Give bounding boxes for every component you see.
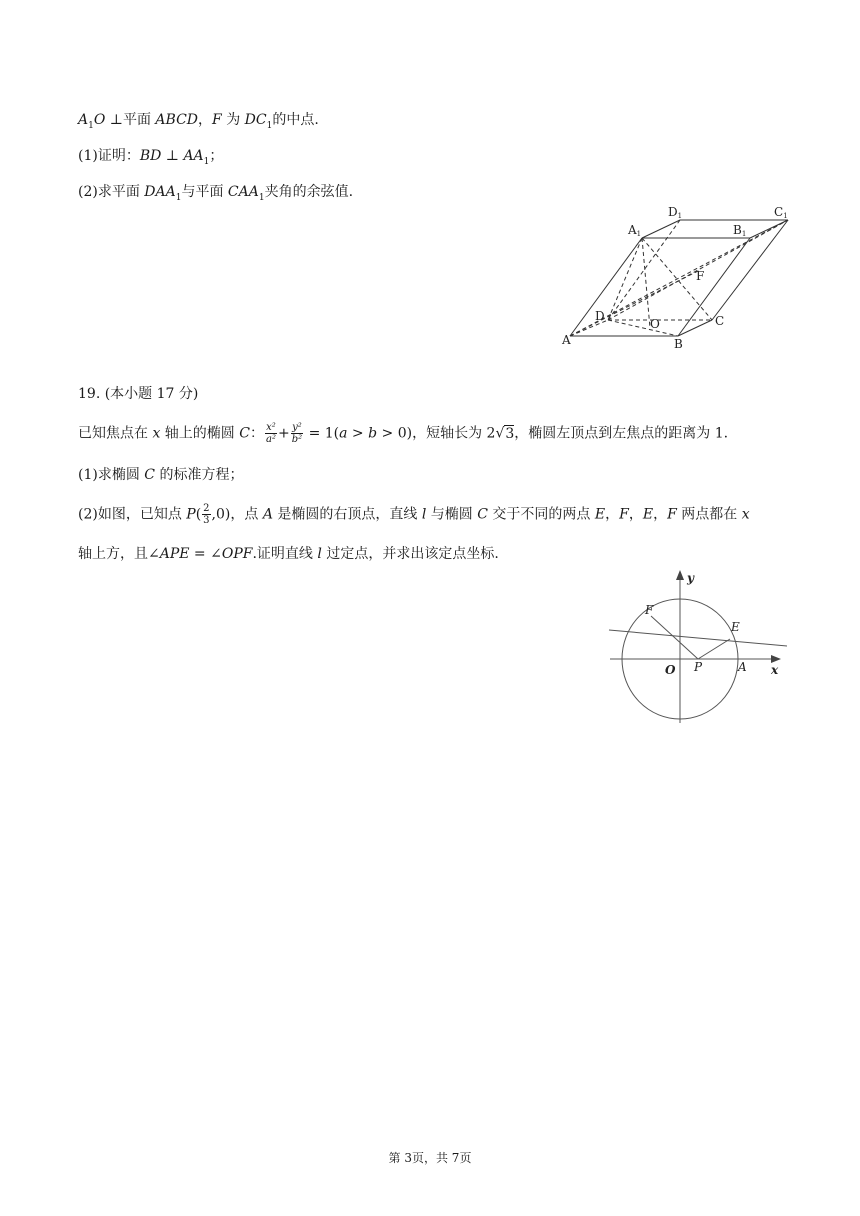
sub: 1 — [258, 192, 265, 203]
fraction-y2-b2: $\frac{\text{y²}}{\text{b²}}$ — [291, 422, 303, 445]
label-D: D — [595, 309, 605, 323]
text: ， — [653, 506, 668, 523]
text: (2)求平面 — [78, 184, 145, 200]
text: ( — [195, 506, 202, 523]
text: 的中点. — [272, 112, 319, 128]
q18-condition-line — [78, 110, 319, 136]
plus: + — [277, 425, 290, 442]
text: (1)求椭圆 — [78, 467, 145, 483]
label-F: F — [645, 603, 654, 617]
text: 夹角的余弦值. — [264, 184, 354, 200]
label-y: y — [687, 571, 694, 585]
x-axis-arrow-icon — [771, 655, 781, 663]
math-C: C — [239, 425, 250, 442]
q19-part2-line1 — [78, 503, 750, 526]
label-C: C — [715, 314, 725, 328]
text: ， — [198, 112, 213, 128]
label-A: A — [738, 660, 747, 674]
math-a: a — [339, 425, 348, 442]
q19-part2-line2 — [78, 544, 499, 564]
text: ， — [628, 506, 643, 523]
label-D1: D1 — [668, 205, 683, 220]
label-O: O — [650, 317, 660, 331]
label-x: x — [771, 663, 779, 677]
text: 两点都在 — [676, 506, 742, 523]
text: 是椭圆的右顶点，直线 — [272, 506, 422, 523]
math-l: l — [421, 506, 427, 523]
text: ，椭圆左顶点到左焦点的距离为 1. — [514, 425, 729, 442]
math-A: A — [262, 506, 273, 523]
math-OPF: OPF — [221, 546, 253, 562]
sub: 1 — [175, 192, 182, 203]
label-B1: B1 — [733, 223, 747, 238]
math-F: F — [212, 112, 222, 128]
text: 轴上的椭圆 — [160, 425, 240, 442]
math-E: E — [594, 506, 606, 523]
sub: 1 — [203, 156, 210, 167]
sqrt-3: √3 — [495, 425, 515, 442]
label-P: P — [694, 660, 703, 674]
text: ⊥平面 — [105, 112, 156, 128]
text: 已知焦点在 — [78, 425, 153, 442]
fraction-2-3: $\frac{2}{3}$ — [203, 503, 210, 526]
label-E: E — [731, 620, 740, 634]
text: 与平面 — [181, 184, 228, 200]
math-P: P — [186, 506, 196, 523]
parallelepiped-figure — [560, 200, 800, 355]
math-x: x — [152, 425, 161, 442]
math-O: O — [93, 112, 106, 128]
q18-part2 — [78, 182, 353, 208]
math-F: F — [619, 506, 629, 523]
text: > — [347, 425, 369, 442]
text: ⊥ — [161, 148, 184, 164]
text: .证明直线 — [252, 546, 318, 562]
math-x: x — [741, 506, 750, 523]
text: (2)如图，已知点 — [78, 506, 187, 523]
math-DC1: DC — [244, 112, 267, 128]
text: 过定点，并求出该定点坐标. — [321, 546, 499, 562]
text: ： — [249, 425, 264, 442]
y-axis-arrow-icon — [676, 570, 684, 580]
text: 为 — [221, 112, 245, 128]
math-E: E — [642, 506, 654, 523]
math-AA1: AA — [183, 148, 204, 164]
text: ； — [209, 148, 224, 164]
label-F: F — [696, 269, 705, 283]
math-ABCD: ABCD — [155, 112, 199, 128]
label-A: A — [562, 333, 571, 347]
ellipse-figure — [605, 568, 795, 728]
math-DAA1: DAA — [144, 184, 176, 200]
math-C: C — [144, 467, 155, 483]
label-C1: C1 — [774, 205, 788, 220]
text: 与椭圆 — [426, 506, 478, 523]
text: (1)证明： — [78, 148, 140, 164]
page-footer: 第 3页，共 7页 — [388, 1151, 472, 1165]
label-B: B — [674, 337, 683, 351]
text: = ∠ — [189, 546, 222, 562]
text: ,0)，点 — [211, 506, 263, 523]
math-C: C — [477, 506, 488, 523]
math-APE: APE — [159, 546, 190, 562]
q19-part1 — [78, 465, 243, 485]
math-l: l — [317, 546, 322, 562]
q18-part1 — [78, 146, 223, 172]
q19-stem — [78, 422, 728, 445]
text: ， — [605, 506, 620, 523]
math-b: b — [368, 425, 378, 442]
text: = 1( — [304, 425, 340, 442]
text: ，短轴长为 2 — [412, 425, 496, 442]
label-O: O — [665, 663, 676, 677]
sub: 1 — [266, 120, 273, 131]
q19-header: 19. (本小题 17 分) — [78, 386, 199, 402]
text: 轴上方，且∠ — [78, 546, 160, 562]
math-A1: A — [78, 112, 89, 128]
fraction-x2-a2: $\frac{\text{x²}}{\text{a²}}$ — [265, 422, 276, 445]
text: > 0) — [377, 425, 413, 442]
math-F: F — [667, 506, 677, 523]
label-A1: A1 — [628, 223, 642, 238]
text: 的标准方程； — [155, 467, 244, 483]
text: 交于不同的两点 — [487, 506, 595, 523]
math-CAA1: CAA — [227, 184, 259, 200]
math-BD: BD — [139, 148, 162, 164]
sub: 1 — [88, 120, 94, 131]
